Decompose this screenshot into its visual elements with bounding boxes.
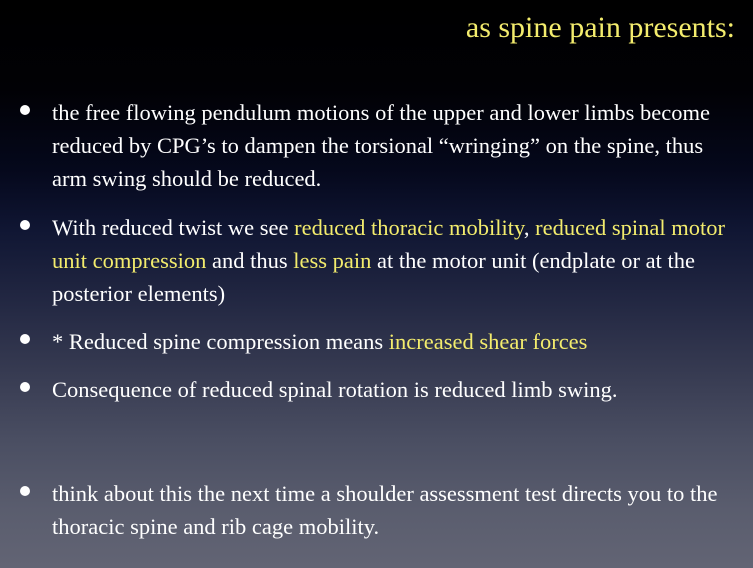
slide-title: as spine pain presents: <box>465 11 735 44</box>
text-segment: and thus <box>206 248 294 273</box>
bullet-dot-icon <box>20 220 30 230</box>
bullet-text <box>52 477 733 543</box>
text-segment: the free flowing pendulum motions of the upper and lower limbs become reduced by CPG’s to dampen the torsional “wringing” on the spine, thus arm swing should be reduced. <box>52 100 710 191</box>
bullet-dot-icon <box>20 486 30 496</box>
text-segment: at the motor unit (endplate or at the posterior elements) <box>52 248 696 306</box>
bullet-dot-icon <box>20 105 30 115</box>
highlighted-text: reduced spinal motor unit compression <box>52 215 726 273</box>
text-segment: * Reduced spine compression means <box>52 329 389 354</box>
highlighted-text: reduced thoracic mobility <box>294 215 524 240</box>
text-segment: With reduced twist we see <box>52 215 295 240</box>
bullet-text <box>52 211 733 310</box>
text-segment: , <box>523 215 536 240</box>
bullet-text <box>52 325 733 358</box>
bullet-dot-icon <box>20 334 30 344</box>
bullet-text <box>52 96 733 195</box>
text-segment: Consequence of reduced spinal rotation is reduced limb swing. <box>52 377 618 402</box>
highlighted-text: increased shear forces <box>388 329 588 354</box>
text-segment: think about this the next time a shoulder assessment test directs you to the thoracic spine and rib cage mobility. <box>52 481 718 539</box>
bullet-dot-icon <box>20 382 30 392</box>
highlighted-text: less pain <box>293 248 372 273</box>
bullet-text <box>52 373 733 406</box>
